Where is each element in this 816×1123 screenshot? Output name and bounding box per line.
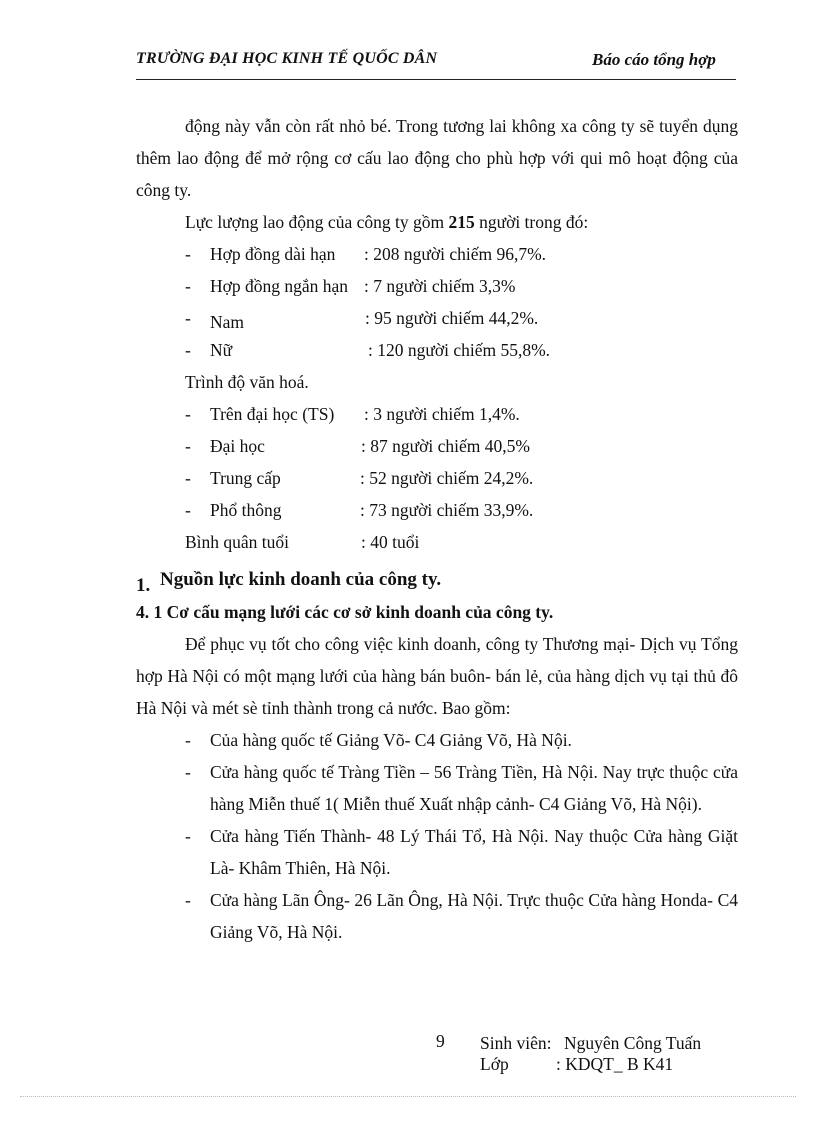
store-text: Của hàng quốc tế Giảng Võ- C4 Giảng Võ, Hà Nội.: [210, 730, 572, 750]
education-item-label: Đại học: [210, 436, 265, 456]
bullet-dash: -: [185, 276, 191, 296]
bullet-dash: -: [185, 500, 191, 520]
education-item-value: : 73 người chiếm 33,9%.: [360, 500, 534, 520]
labor-item-label: Nữ: [210, 340, 233, 360]
store-list-item: [136, 756, 738, 820]
network-paragraph: Để phục vụ tốt cho công việc kinh doanh, công ty Thương mại- Dịch vụ Tổng hợp Hà Nội có một mạng lưới của hàng bán buôn- bán lẻ, của hàng dịch vụ tại thủ đô Hà Nội và mét sè tỉnh thành trong cả nước. Bao gồm:: [136, 634, 738, 718]
student-name: Nguyên Công Tuấn: [564, 1033, 702, 1053]
document-body: [136, 110, 738, 948]
labor-item-label: Hợp đồng dài hạn: [210, 244, 336, 264]
bullet-dash: -: [185, 890, 191, 910]
labor-item: [136, 334, 738, 366]
store-list-item: [136, 884, 738, 948]
bullet-dash: -: [185, 436, 191, 456]
labor-item: [136, 302, 738, 334]
section-title: Nguồn lực kinh doanh của công ty.: [160, 569, 442, 590]
labor-item-label: Nam: [210, 312, 245, 332]
page-number: 9: [436, 1031, 445, 1051]
labor-item-value: : 120 người chiếm 55,8%.: [368, 340, 551, 360]
education-title: Trình độ văn hoá.: [185, 372, 309, 392]
header-university: TRƯỜNG ĐẠI HỌC KINH TẾ QUỐC DÂN: [136, 50, 438, 67]
education-item-label: Phổ thông: [210, 500, 282, 520]
labor-intro: [136, 206, 738, 238]
labor-intro-after: người trong đó:: [474, 212, 589, 232]
education-item: [136, 494, 738, 526]
bullet-dash: -: [185, 762, 191, 782]
bullet-dash: -: [185, 340, 191, 360]
class-value: : KDQT_ B K41: [556, 1054, 674, 1074]
student-label: Sinh viên:: [480, 1033, 552, 1053]
class-label: Lớp: [480, 1054, 509, 1074]
header-divider: [136, 79, 736, 80]
subsection-heading-4-1: 4. 1 Cơ cấu mạng lưới các cơ sở kinh doanh của công ty.: [136, 602, 554, 622]
bullet-dash: -: [185, 404, 191, 424]
education-item-value: : 3 người chiếm 1,4%.: [364, 404, 520, 424]
labor-total: 215: [448, 212, 475, 232]
page-bottom-border: [20, 1096, 796, 1097]
labor-item: [136, 270, 738, 302]
labor-item-label: Hợp đồng ngắn hạn: [210, 276, 349, 296]
store-list-item: [136, 724, 738, 756]
labor-item-value: : 208 người chiếm 96,7%.: [364, 244, 547, 264]
education-item: [136, 462, 738, 494]
bullet-dash: -: [185, 826, 191, 846]
average-age-label: Bình quân tuổi: [185, 532, 290, 552]
education-item-label: Trên đại học (TS): [210, 404, 335, 424]
store-list-item: [136, 820, 738, 884]
store-text: Cửa hàng Lãn Ông- 26 Lãn Ông, Hà Nội. Trực thuộc Cửa hàng Honda- C4 Giảng Võ, Hà Nội.: [210, 890, 738, 942]
store-text: Cửa hàng quốc tế Tràng Tiền – 56 Tràng Tiền, Hà Nội. Nay trực thuộc cửa hàng Miễn thuế 1( Miễn thuế Xuất nhập cảnh- C4 Giảng Võ, Hà Nội).: [210, 762, 738, 814]
section-heading-1: [136, 564, 738, 596]
header-report-title: Báo cáo tổng hợp: [592, 50, 716, 69]
education-item: [136, 398, 738, 430]
education-item-value: : 52 người chiếm 24,2%.: [360, 468, 534, 488]
labor-item-value: : 95 người chiếm 44,2%.: [365, 308, 539, 328]
education-item-value: : 87 người chiếm 40,5%: [361, 436, 530, 456]
labor-item-value: : 7 người chiếm 3,3%: [364, 276, 516, 296]
section-number: 1.: [136, 575, 151, 596]
labor-intro-before: Lực lượng lao động của công ty gồm: [185, 212, 449, 232]
bullet-dash: -: [185, 308, 191, 328]
bullet-dash: -: [185, 468, 191, 488]
labor-item: [136, 238, 738, 270]
bullet-dash: -: [185, 730, 191, 750]
bullet-dash: -: [185, 244, 191, 264]
education-item: [136, 430, 738, 462]
education-item-label: Trung cấp: [210, 468, 281, 488]
intro-paragraph: động này vẫn còn rất nhỏ bé. Trong tương lai không xa công ty sẽ tuyển dụng thêm lao động để mở rộng cơ cấu lao động cho phù hợp với qui mô hoạt động của công ty.: [136, 116, 738, 200]
average-age-value: : 40 tuổi: [361, 532, 420, 552]
average-age: [136, 526, 738, 558]
store-text: Cửa hàng Tiến Thành- 48 Lý Thái Tổ, Hà Nội. Nay thuộc Cửa hàng Giặt Là- Khâm Thiên, Hà Nội.: [210, 826, 738, 878]
